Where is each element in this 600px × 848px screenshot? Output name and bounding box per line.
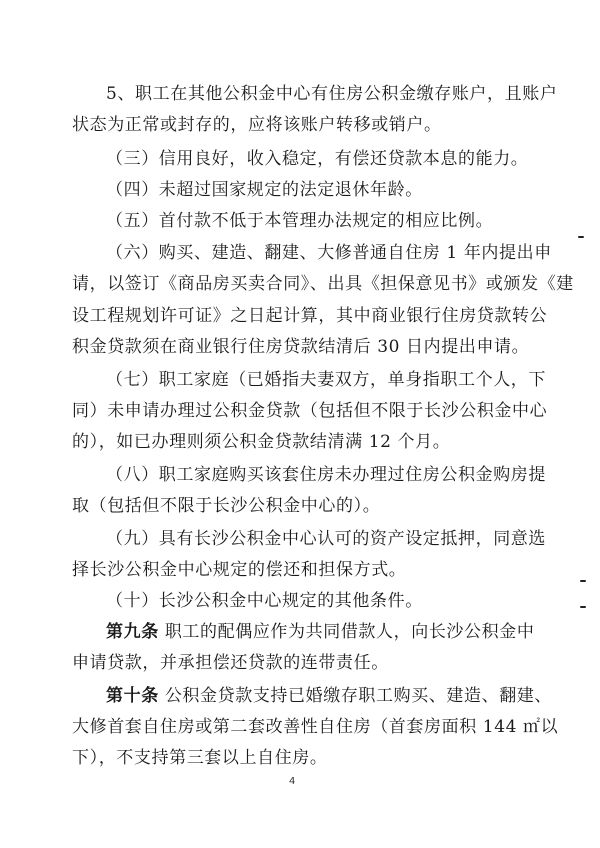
article-heading: 第九条 xyxy=(106,622,159,642)
article-heading: 第十条 xyxy=(106,686,159,706)
article-line xyxy=(106,622,534,642)
text-line: （九）具有长沙公积金中心认可的资产设定抵押，同意选 xyxy=(106,529,546,549)
article-line xyxy=(106,686,552,706)
text-line: 择长沙公积金中心规定的偿还和担保方式。 xyxy=(72,560,407,580)
text-line: 状态为正常或封存的，应将该账户转移或销户。 xyxy=(72,115,442,135)
text-line: 同）未申请办理过公积金贷款（包括但不限于长沙公积金中心 xyxy=(72,401,548,421)
text-line: （四）未超过国家规定的法定退休年龄。 xyxy=(106,180,423,200)
scan-mark xyxy=(578,236,584,238)
text-line: 下），不支持第三套以上自住房。 xyxy=(72,748,328,768)
text-line: （七）职工家庭（已婚指夫妻双方，单身指职工个人，下 xyxy=(106,370,546,390)
text-line: （六）购买、建造、翻建、大修普通自住房 1 年内提出申 xyxy=(106,243,552,263)
text-line: 的），如已办理则须公积金贷款结清满 12 个月。 xyxy=(72,432,451,452)
text-line: 5、职工在其他公积金中心有住房公积金缴存账户，且账户 xyxy=(106,84,558,104)
text-line: 取（包括但不限于长沙公积金中心的）。 xyxy=(72,496,381,516)
text-line: 积金贷款须在商业银行住房贷款结清后 30 日内提出申请。 xyxy=(72,337,530,357)
text-line: （十）长沙公积金中心规定的其他条件。 xyxy=(106,591,423,611)
scan-mark xyxy=(580,580,586,582)
text-line: 大修首套自住房或第二套改善性自住房（首套房面积 144 ㎡以 xyxy=(72,717,559,737)
text-line: 设工程规划许可证》之日起计算，其中商业银行住房贷款转公 xyxy=(72,306,548,326)
text-line: （三）信用良好，收入稳定，有偿还贷款本息的能力。 xyxy=(106,149,529,169)
text-line: （八）职工家庭购买该套住房未办理过住房公积金购房提 xyxy=(106,465,546,485)
page-number: 4 xyxy=(289,776,296,787)
scan-mark xyxy=(580,606,586,608)
text-line: 请，以签订《商品房买卖合同》、出具《担保意见书》或颁发《建 xyxy=(72,274,574,294)
text-line: （五）首付款不低于本管理办法规定的相应比例。 xyxy=(106,211,494,231)
text-line: 申请贷款，并承担偿还贷款的连带责任。 xyxy=(72,653,389,673)
text-span: 公积金贷款支持已婚缴存职工购买、建造、翻建、 xyxy=(164,686,553,706)
text-span: 职工的配偶应作为共同借款人，向长沙公积金中 xyxy=(164,622,535,642)
